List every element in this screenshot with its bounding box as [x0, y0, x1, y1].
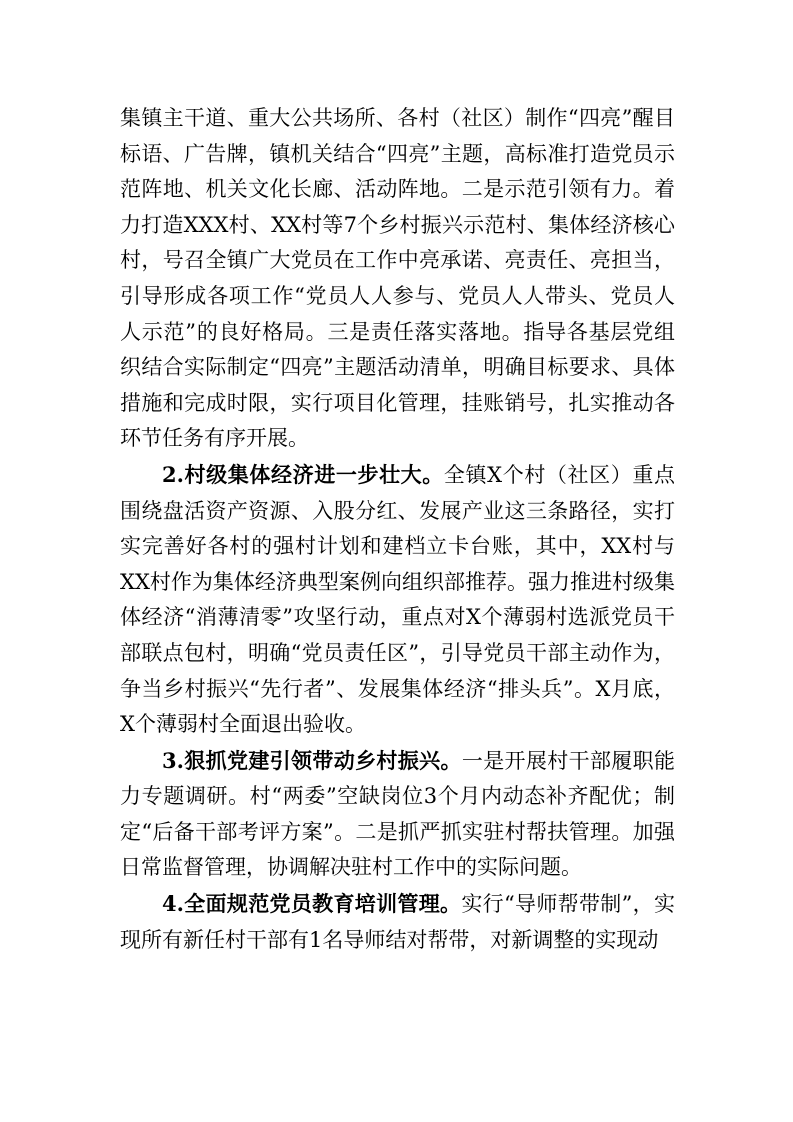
paragraph-member-training [120, 886, 675, 958]
paragraph-heading: 2.村级集体经济进一步壮大。 [162, 461, 444, 487]
paragraph-text: 集镇主干道、重大公共场所、各村（社区）制作“四亮”醒目标语、广告牌，镇机关结合“四亮”主题，高标准打造党员示范阵地、机关文化长廊、活动阵地。二是示范引领有力。着力打造XXX村、XX村等7个乡村振兴示范村、集体经济核心村，号召全镇广大党员在工作中亮承诺、亮责任、亮担当，引导形成各项工作“党员人人参与、党员人人带头、党员人人示范”的良好格局。三是责任落实落地。指导各基层党组织结合实际制定“四亮”主题活动清单，明确目标要求、具体措施和完成时限，实行项目化管理，挂账销号，扎实推动各环节任务有序开展。 [120, 106, 675, 451]
paragraph-collective-economy [120, 457, 675, 743]
paragraph-text: 实行“导师帮带制”，实现所有新任村干部有1名导师结对帮带，对新调整的实现动 [120, 892, 675, 952]
paragraph-continuation [120, 101, 675, 457]
paragraph-rural-revitalization [120, 743, 675, 886]
paragraph-text: 全镇X个村（社区）重点围绕盘活资产资源、入股分红、发展产业这三条路径，实打实完善好各村的强村计划和建档立卡台账，其中，XX村与XX村作为集体经济典型案例向组织部推荐。强力推进村级集体经济“消薄清零”攻坚行动，重点对X个薄弱村选派党员干部联点包村，明确“党员责任区”，引导党员干部主动作为，争当乡村振兴“先行者”、发展集体经济“排头兵”。X月底，X个薄弱村全面退出验收。 [120, 462, 675, 737]
paragraph-text: 一是开展村干部履职能力专题调研。村“两委”空缺岗位3个月内动态补齐配优；制定“后备干部考评方案”。二是抓严抓实驻村帮扶管理。加强日常监督管理，协调解决驻村工作中的实际问题。 [120, 748, 676, 880]
paragraph-heading: 3.狠抓党建引领带动乡村振兴。 [162, 747, 462, 773]
paragraph-heading: 4.全面规范党员教育培训管理。 [162, 891, 462, 917]
body-text [120, 101, 675, 958]
